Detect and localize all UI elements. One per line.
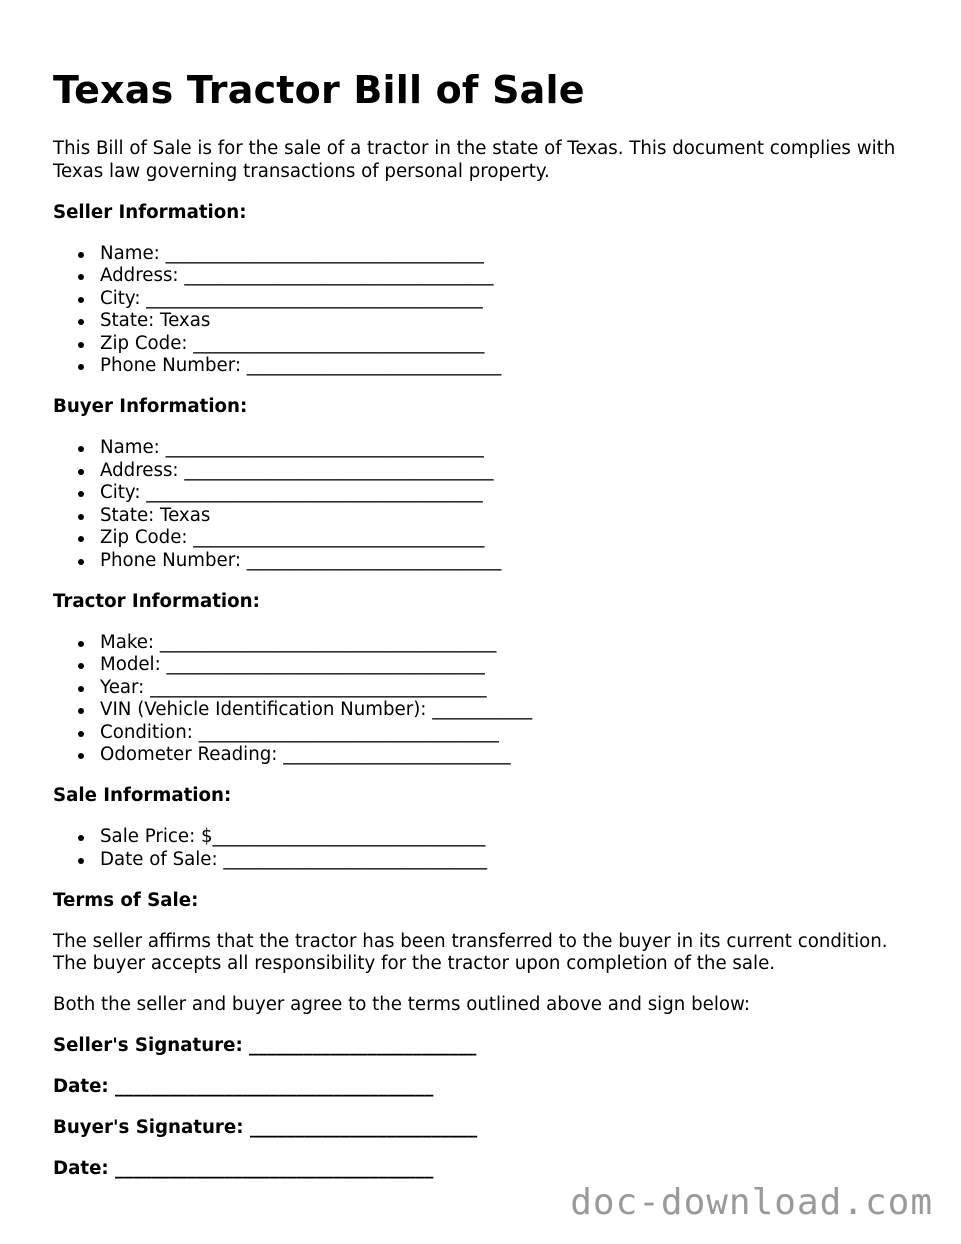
buyer-list — [53, 437, 913, 572]
buyer-date-line: Date: ___________________________________ — [53, 1158, 434, 1179]
watermark: doc-download.com — [570, 1182, 933, 1223]
tractor-condition-field: Condition: _________________________________ — [100, 722, 913, 745]
seller-date-line: Date: ___________________________________ — [53, 1076, 434, 1097]
tractor-vin-field: VIN (Vehicle Identification Number): ___________ — [100, 699, 913, 722]
document-title: Texas Tractor Bill of Sale — [53, 68, 585, 112]
agreement-paragraph: Both the seller and buyer agree to the terms outlined above and sign below: — [53, 994, 751, 1015]
seller-name-field: Name: ___________________________________ — [100, 243, 913, 266]
sale-date-field: Date of Sale: _____________________________ — [100, 849, 913, 872]
buyer-address-field: Address: __________________________________ — [100, 460, 913, 483]
document-page — [53, 62, 913, 1199]
sale-list — [53, 826, 913, 871]
seller-phone-field: Phone Number: ____________________________ — [100, 355, 913, 378]
seller-state-field: State: Texas — [100, 310, 913, 333]
tractor-model-field: Model: ___________________________________ — [100, 654, 913, 677]
tractor-odometer-field: Odometer Reading: _________________________ — [100, 744, 913, 767]
sale-heading: Sale Information: — [53, 785, 232, 806]
tractor-heading: Tractor Information: — [53, 590, 260, 612]
seller-zip-field: Zip Code: ________________________________ — [100, 333, 913, 356]
buyer-name-field: Name: ___________________________________ — [100, 437, 913, 460]
seller-list — [53, 243, 913, 378]
buyer-signature-line: Buyer's Signature: _________________________ — [53, 1117, 478, 1138]
terms-heading: Terms of Sale: — [53, 889, 199, 911]
terms-paragraph: The seller affirms that the tractor has been transferred to the buyer in its current condition. The buyer accepts all responsibility for the tractor upon completion of the sale. — [53, 930, 888, 974]
intro-paragraph: This Bill of Sale is for the sale of a tractor in the state of Texas. This document complies with Texas law governing transactions of personal property. — [53, 138, 896, 182]
buyer-state-field: State: Texas — [100, 505, 913, 528]
seller-signature-line: Seller's Signature: _________________________ — [53, 1035, 477, 1056]
tractor-list — [53, 632, 913, 767]
seller-city-field: City: _____________________________________ — [100, 288, 913, 311]
tractor-year-field: Year: _____________________________________ — [100, 677, 913, 700]
sale-price-field: Sale Price: $______________________________ — [100, 826, 913, 849]
seller-address-field: Address: __________________________________ — [100, 265, 913, 288]
buyer-city-field: City: _____________________________________ — [100, 482, 913, 505]
buyer-phone-field: Phone Number: ____________________________ — [100, 550, 913, 573]
buyer-zip-field: Zip Code: ________________________________ — [100, 527, 913, 550]
tractor-make-field: Make: _____________________________________ — [100, 632, 913, 655]
seller-heading: Seller Information: — [53, 201, 247, 223]
buyer-heading: Buyer Information: — [53, 396, 248, 417]
